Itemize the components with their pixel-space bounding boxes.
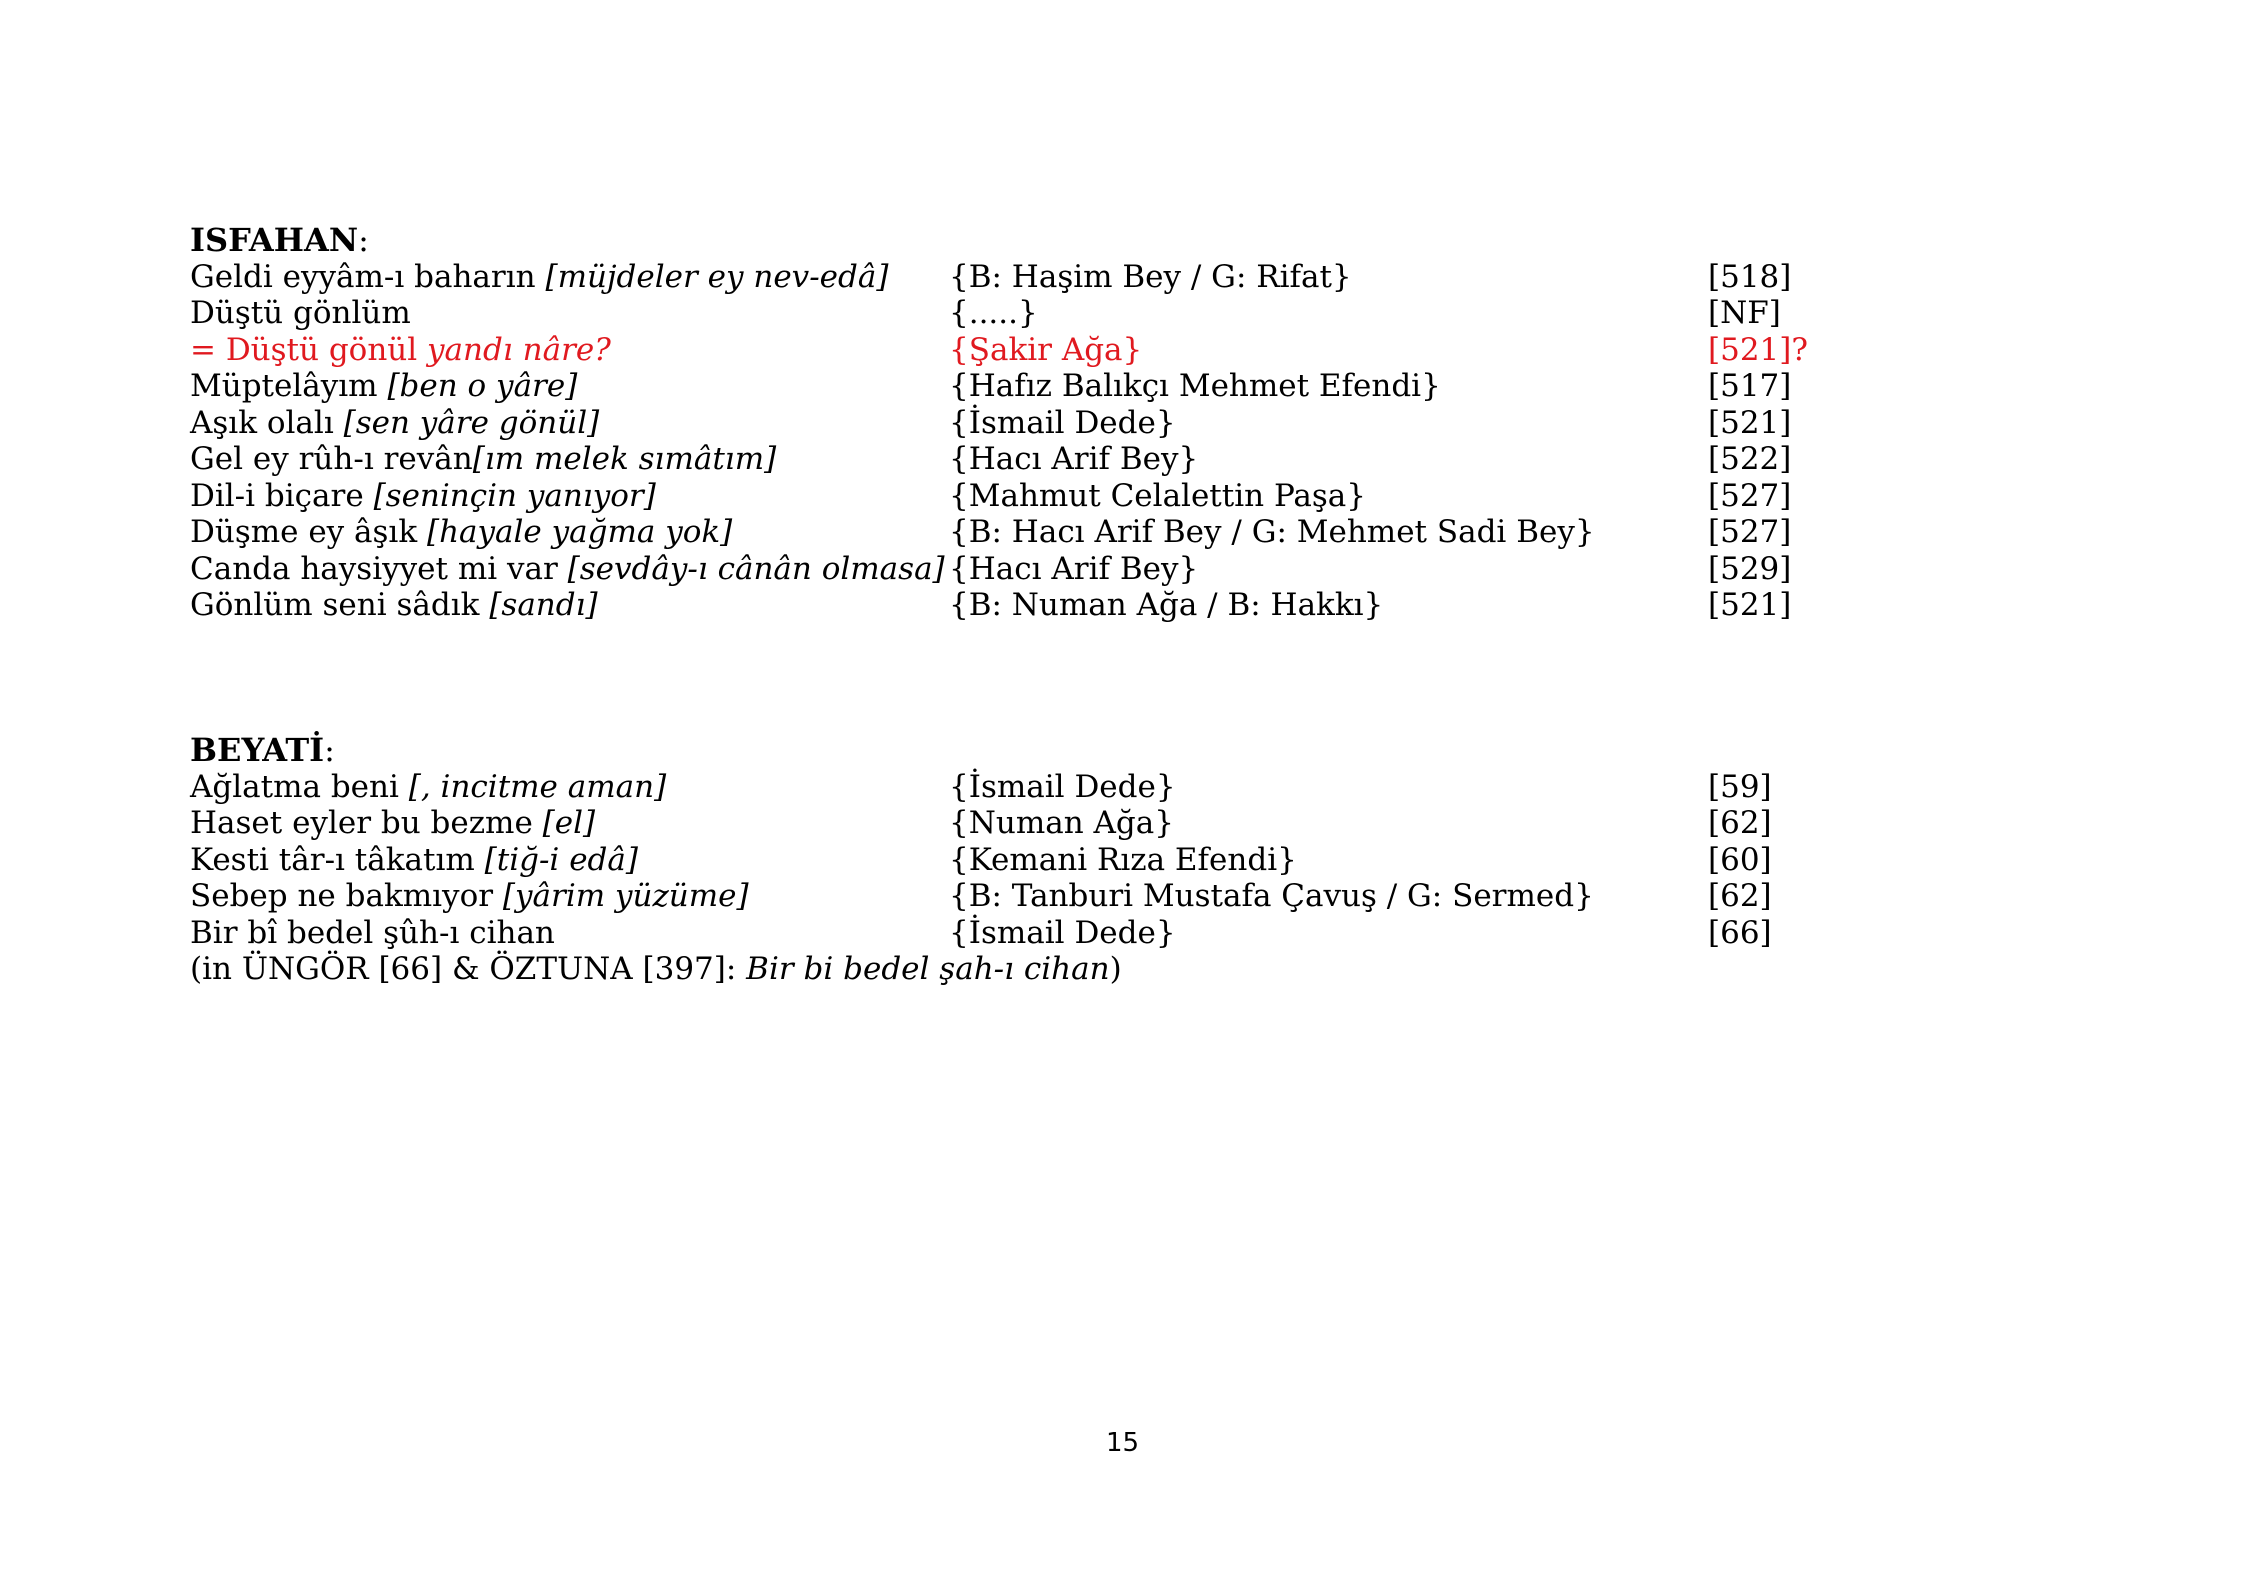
song-row (190, 805, 1890, 842)
heading-text: ISFAHAN (190, 221, 359, 259)
composer: {İsmail Dede} (949, 768, 1176, 805)
composer: {Hacı Arif Bey} (949, 550, 1199, 587)
song-title (190, 878, 749, 915)
reference-number: [66] (1708, 914, 1772, 951)
song-title (190, 915, 555, 952)
composer: {İsmail Dede} (949, 914, 1176, 951)
song-title (190, 259, 888, 296)
reference-number: [522] (1708, 441, 1792, 477)
composer: {Hacı Arif Bey} (949, 441, 1199, 477)
song-title (190, 368, 577, 405)
song-row (190, 551, 1890, 588)
song-row (190, 769, 1890, 806)
song-title-text: Aşık olalı (190, 404, 344, 441)
song-title-italic: [ben o yâre] (387, 368, 578, 404)
reference-number: [527] (1708, 514, 1792, 550)
reference-number: [59] (1708, 768, 1772, 805)
reference-number: [529] (1708, 550, 1792, 587)
song-title-italic: yandı nâre? (427, 331, 611, 368)
song-title (190, 441, 776, 478)
song-title-text: Sebep ne bakmıyor (190, 878, 503, 914)
song-row (190, 295, 1890, 332)
song-title-text: = Düştü gönül (190, 331, 428, 368)
song-row (190, 332, 1890, 369)
song-title-italic: [seninçin yanıyor] (373, 477, 656, 514)
song-row (190, 878, 1890, 915)
song-title (190, 551, 945, 588)
song-list (190, 259, 1890, 624)
composer: {İsmail Dede} (949, 404, 1176, 441)
song-title-italic: [sevdây-ı cânân olmasa] (567, 550, 945, 587)
song-row (190, 368, 1890, 405)
section-beyati (190, 732, 1890, 988)
song-title (190, 295, 411, 332)
song-title-italic: [tiğ-i edâ] (484, 841, 638, 878)
reference-number: [62] (1708, 805, 1772, 841)
song-title-italic: [el] (542, 805, 596, 841)
reference-number: [60] (1708, 841, 1772, 878)
composer: {B: Haşim Bey / G: Rifat} (949, 258, 1352, 295)
song-title-text: Dil-i biçare (190, 477, 374, 514)
reference-number: [NF] (1708, 295, 1781, 331)
song-title (190, 478, 656, 515)
heading-colon: : (324, 731, 335, 769)
song-row (190, 514, 1890, 551)
composer: {B: Tanburi Mustafa Çavuş / G: Sermed} (949, 878, 1594, 914)
song-title-text: Müptelâyım (190, 368, 388, 404)
note-suffix: ) (1109, 951, 1122, 987)
section-isfahan (190, 222, 1890, 624)
song-row (190, 478, 1890, 515)
composer: {Hafız Balıkçı Mehmet Efendi} (949, 368, 1441, 404)
song-title-text: Canda haysiyyet mi var (190, 550, 568, 587)
song-title (190, 405, 599, 442)
reference-number: [527] (1708, 477, 1792, 514)
song-title-text: Gel ey rûh-ı revân (190, 441, 473, 477)
heading-text: BEYATİ (190, 731, 325, 769)
composer: {Numan Ağa} (949, 805, 1174, 841)
composer: {Mahmut Celalettin Paşa} (949, 477, 1367, 514)
composer: {B: Hacı Arif Bey / G: Mehmet Sadi Bey} (949, 514, 1595, 550)
song-title-text: Ağlatma beni (190, 768, 409, 805)
reference-number: [517] (1708, 368, 1792, 404)
song-list (190, 769, 1890, 952)
song-title-italic: [müjdeler ey nev-edâ] (545, 258, 889, 295)
note-prefix: (in ÜNGÖR [66] & ÖZTUNA [397]: (190, 951, 747, 987)
song-title-italic: [sen yâre gönül] (343, 404, 600, 441)
composer: {.....} (949, 295, 1038, 331)
song-row (190, 259, 1890, 296)
song-row (190, 405, 1890, 442)
song-title-text: Geldi eyyâm-ı baharın (190, 258, 546, 295)
song-title-text: Haset eyler bu bezme (190, 805, 543, 841)
song-row (190, 842, 1890, 879)
section-heading (190, 222, 1890, 259)
song-row (190, 441, 1890, 478)
song-title (190, 514, 732, 551)
reference-number: [518] (1708, 258, 1792, 295)
page-number: 15 (1105, 1428, 1140, 1458)
song-title (190, 769, 666, 806)
song-title (190, 805, 595, 842)
reference-number: [521]? (1708, 331, 1808, 368)
song-row (190, 915, 1890, 952)
song-title-text: Düştü gönlüm (190, 295, 411, 331)
song-title-italic: [yârim yüzüme] (502, 878, 749, 914)
heading-colon: : (358, 221, 369, 259)
song-row (190, 587, 1890, 624)
song-title-italic: [sandı] (489, 587, 598, 623)
composer: {Kemani Rıza Efendi} (949, 841, 1297, 878)
reference-number: [521] (1708, 404, 1792, 441)
song-title-text: Gönlüm seni sâdık (190, 587, 490, 623)
song-title (190, 842, 638, 879)
song-title (190, 587, 598, 624)
composer: {B: Numan Ağa / B: Hakkı} (949, 587, 1384, 623)
song-title (190, 332, 611, 369)
reference-number: [521] (1708, 587, 1792, 623)
source-note (190, 951, 1890, 988)
song-title-italic: [, incitme aman] (408, 768, 667, 805)
song-title-italic: [hayale yağma yok] (426, 514, 733, 550)
song-title-text: Bir bî bedel şûh-ı cihan (190, 914, 555, 951)
composer: {Şakir Ağa} (949, 331, 1143, 368)
song-title-text: Kesti târ-ı tâkatım (190, 841, 485, 878)
section-heading (190, 732, 1890, 769)
song-title-text: Düşme ey âşık (190, 514, 427, 550)
reference-number: [62] (1708, 878, 1772, 914)
song-title-italic: [ım melek sımâtım] (472, 441, 777, 477)
note-italic: Bir bi bedel şah-ı cihan (746, 951, 1110, 987)
